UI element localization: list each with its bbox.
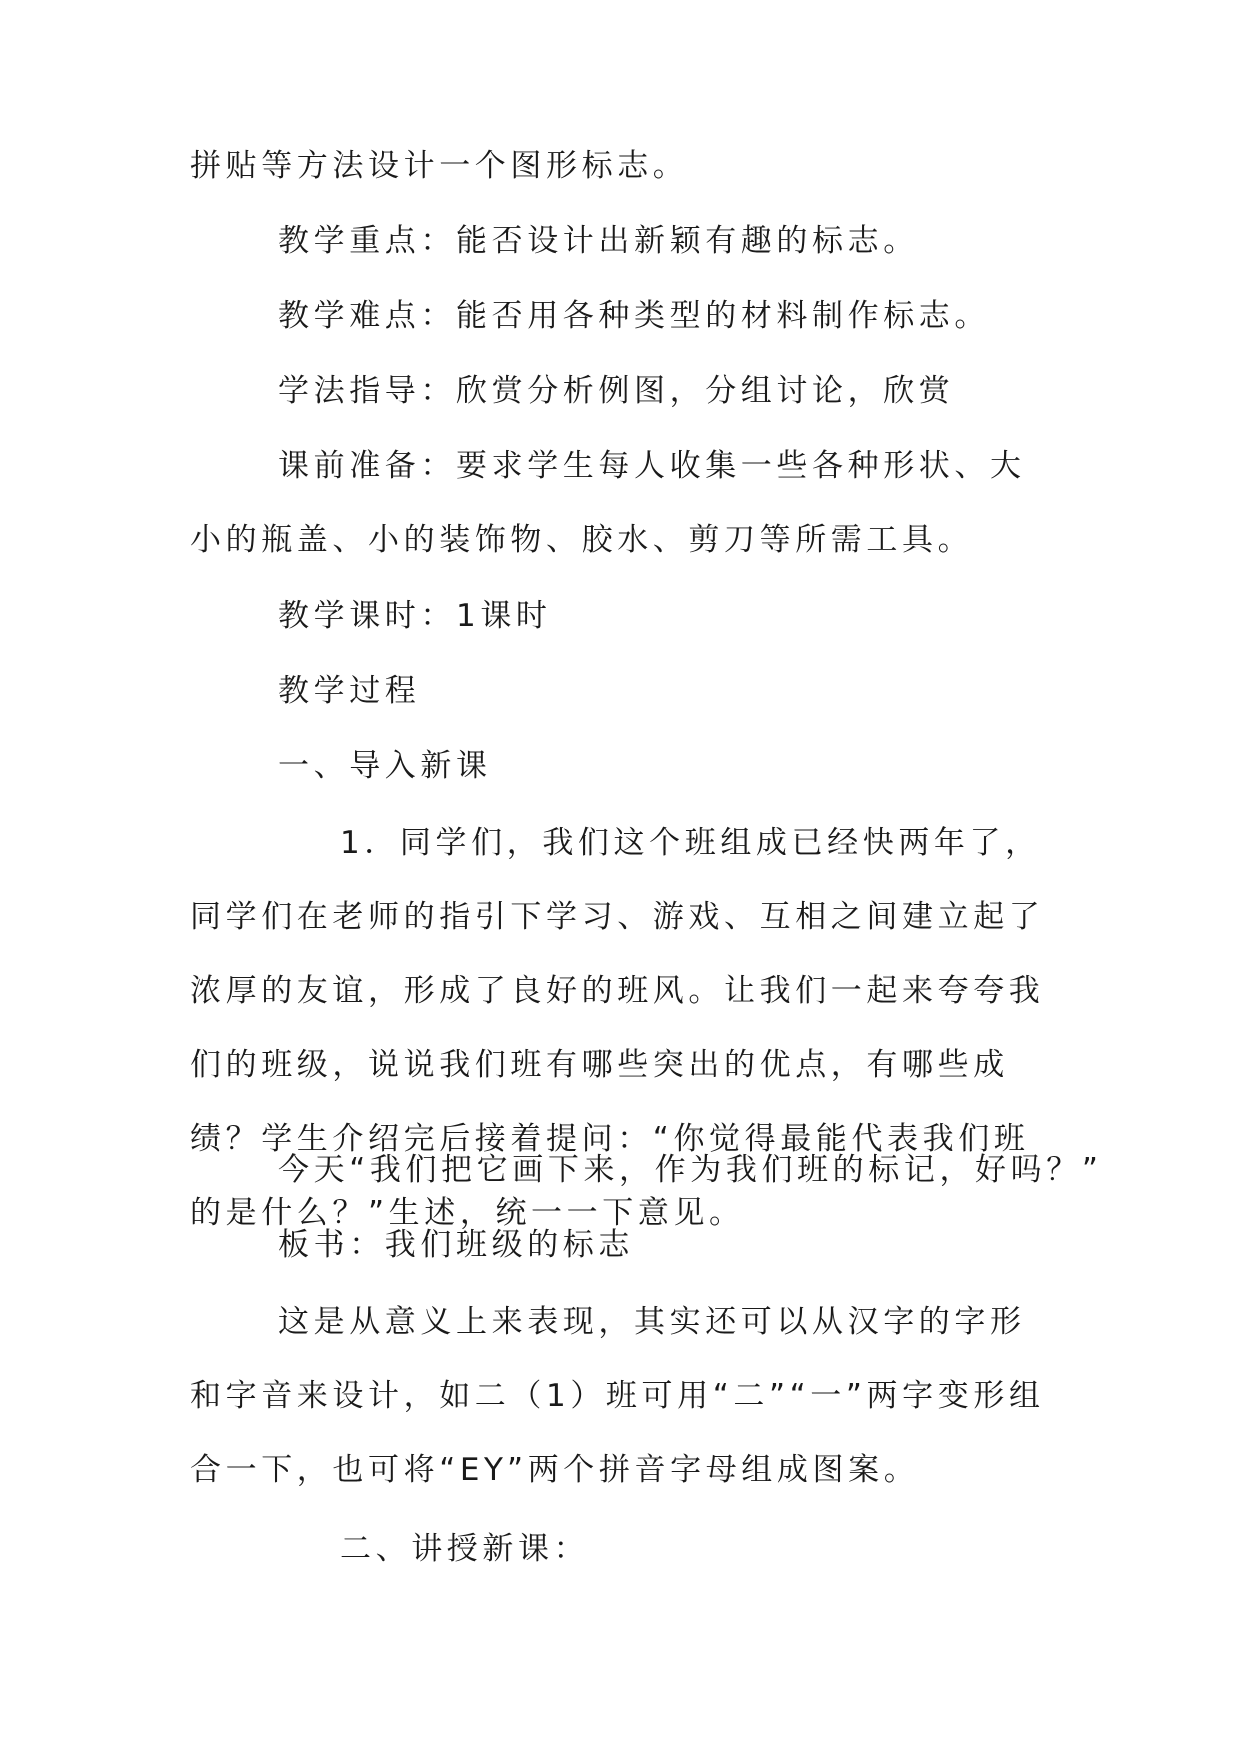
paragraph-preparation: 课前准备：要求学生每人收集一些各种形状、大小的瓶盖、小的装饰物、胶水、剪刀等所需工具。 [190, 448, 1026, 558]
section-heading-new-lesson: 二、讲授新课： [340, 1531, 590, 1567]
paragraph-board-writing: 板书：我们班级的标志 [278, 1227, 634, 1263]
paragraph-intro-step-1: 1．同学们，我们这个班组成已经快两年了，同学们在老师的指引下学习、游戏、互相之间建立起了浓厚的友谊，形成了良好的班风。让我们一起来夸夸我们的班级，说说我们班有哪些突出的优点，有哪些成绩？学生介绍完后接着提问：“你觉得最能代表我们班的是什么？”生述，统一一下意见。 [190, 825, 1045, 1231]
section-heading-process: 教学过程 [278, 673, 421, 709]
paragraph-class-hours: 教学课时：1课时 [278, 598, 552, 634]
section-heading-intro: 一、导入新课 [278, 748, 492, 784]
paragraph-teaching-difficulty: 教学难点：能否用各种类型的材料制作标志。 [278, 298, 990, 334]
paragraph-today: 今天“我们把它画下来，作为我们班的标记，好吗？” [278, 1152, 1103, 1188]
paragraph-study-guidance: 学法指导：欣赏分析例图，分组讨论，欣赏 [278, 373, 955, 409]
paragraph-teaching-focus: 教学重点：能否设计出新颖有趣的标志。 [278, 223, 919, 259]
paragraph-continuation: 拼贴等方法设计一个图形标志。 [190, 148, 689, 184]
paragraph-design-explanation: 这是从意义上来表现，其实还可以从汉字的字形和字音来设计，如二（1）班可用“二”“一”两字变形组合一下，也可将“EY”两个拼音字母组成图案。 [190, 1304, 1045, 1488]
